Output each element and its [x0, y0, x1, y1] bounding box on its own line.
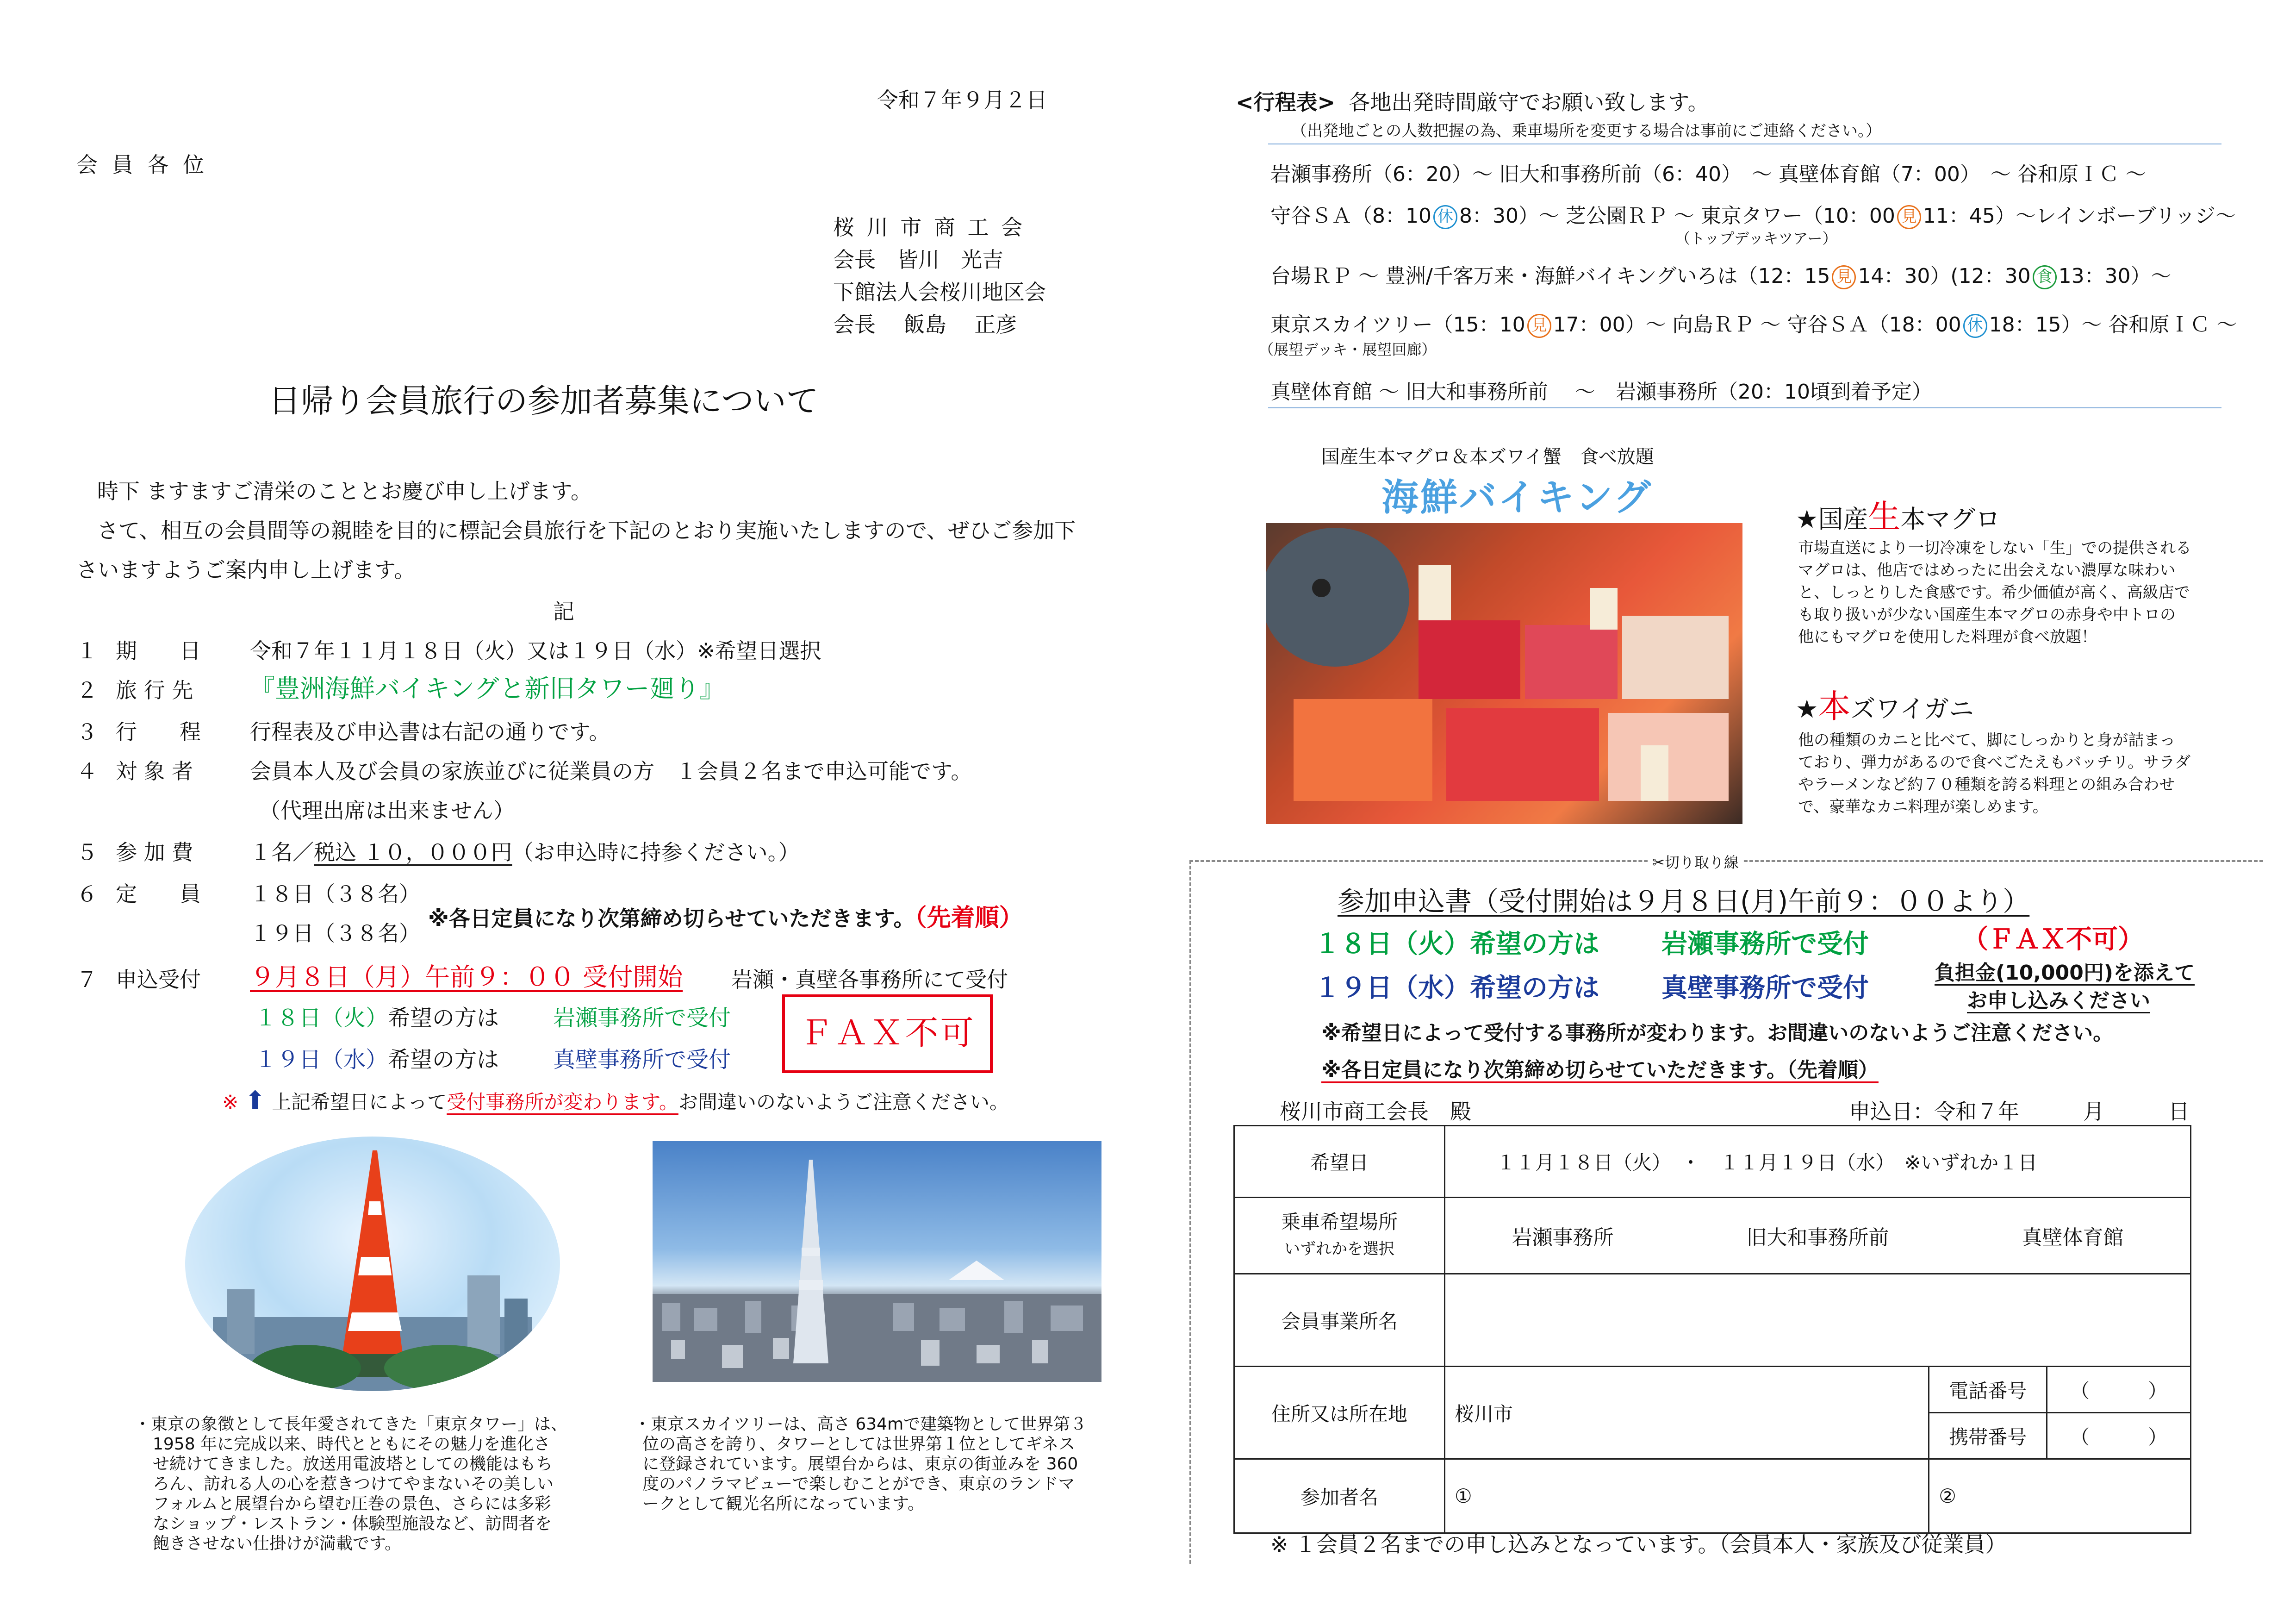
tuna-text-line: も取り扱いが少ない国産生本マグロの赤身や中トロの	[1798, 606, 2176, 624]
form-title: 参加申込書（受付開始は９月８日(月)午前９：００より）	[1338, 886, 2030, 917]
itin-seg: 台場ＲＰ ～ 豊洲/千客万来・海鮮バイキングいろは（12：15	[1270, 264, 1830, 288]
item-2-num: ２	[76, 678, 98, 703]
mobile-field[interactable]: （ ）	[2047, 1413, 2191, 1459]
sightseeing-icon: 見	[1897, 205, 1921, 229]
itin-seg: 11：45）～レインボーブリッジ～	[1923, 204, 2236, 228]
phone-label: 電話番号	[1929, 1367, 2047, 1413]
item-7-start: ９月８日（月）午前９：００ 受付開始	[250, 962, 683, 992]
tuna-heading	[1796, 491, 2000, 537]
buffet-subtitle: 国産生本マグロ＆本ズワイ蟹 食べ放題	[1321, 446, 1654, 468]
itin-seg: 14：30）(12：30	[1858, 264, 2031, 288]
tuna-head-pre: ★国産	[1796, 505, 1868, 534]
skytree-caption-line: ・東京スカイツリーは、高さ 634mで建築物として世界第３	[634, 1415, 1087, 1434]
application-form-table	[1233, 1125, 2191, 1534]
crab-text-line: やラーメンなど約７０種類を誇る料理との組み合わせ	[1798, 775, 2175, 794]
sender-1: 桜 川 市 商 工 会	[833, 215, 1026, 240]
crab-text-line: で、豪華なカニ料理が楽しめます。	[1798, 798, 2048, 816]
form-label	[1234, 1198, 1445, 1274]
tokyo-tower-photo	[185, 1137, 560, 1391]
form-label: 会員事業所名	[1234, 1274, 1445, 1367]
item-1-text: 令和７年１１月１８日（火）又は１９日（水）※希望日選択	[250, 638, 821, 663]
itin-seg: 13：30）～	[2058, 264, 2172, 288]
form-label: 参加者名	[1234, 1459, 1445, 1533]
itinerary-row-5: 真壁体育館 ～ 旧大和事務所前 ～ 岩瀬事務所（20：10頃到着予定）	[1270, 380, 1932, 404]
skytree-caption-line: 度のパノラマビューで楽しむことができ、東京のランドマ	[642, 1474, 1075, 1493]
form-note-2: ※各日定員になり次第締め切らせていただきます。（先着順）	[1321, 1058, 1879, 1082]
page-title: 日帰り会員旅行の参加者募集について	[268, 382, 819, 420]
itin-seg: 守谷ＳＡ（8：10	[1270, 204, 1431, 228]
day18-label: １８日（火）	[255, 1005, 388, 1031]
form-app-date: 申込日：令和７年 月 日	[1849, 1099, 2190, 1124]
tuna-text	[1798, 537, 2191, 648]
tower-caption-line: 1958 年に完成以来、時代とともにその魅力を進化さ	[153, 1435, 551, 1454]
form-label: 住所又は所在地	[1234, 1367, 1445, 1459]
item-4-text: 会員本人及び会員の家族並びに従業員の方 １会員２名まで申込可能です。	[250, 759, 972, 784]
phone-field[interactable]: （ ）	[2047, 1367, 2191, 1413]
tuna-text-line: と、しっとりした食感です。希少価値が高く、高級店で	[1798, 583, 2190, 602]
skytree-photo	[653, 1141, 1101, 1382]
item-7-where: 岩瀬・真壁各事務所にて受付	[731, 967, 1008, 992]
greeting: 時下 ますますご清栄のこととお慶び申し上げます。	[97, 479, 592, 504]
participant-1-field[interactable]: ①	[1445, 1459, 1929, 1533]
form-row-address-tel	[1234, 1367, 2191, 1413]
body-line-1: さて、相互の会員間等の親睦を目的に標記会員旅行を下記のとおり実施いたしますので、ぜひご参加下	[97, 518, 1076, 543]
itinerary-row-2-note: （トップデッキツアー）	[1675, 230, 1837, 247]
item-1-num: １	[76, 638, 98, 663]
sender-2: 会長 皆川 光吉	[833, 247, 1003, 272]
crab-head-pre: ★	[1796, 694, 1818, 724]
item-7-day19	[255, 1042, 499, 1074]
item-4-note: （代理出席は出来ません）	[259, 798, 515, 823]
itinerary-row-4	[1270, 308, 2237, 338]
itin-seg: 17：00）～ 向島ＲＰ ～ 守谷ＳＡ（18：00	[1553, 313, 1961, 337]
item-6-day19: １９日（３８名）	[250, 921, 420, 946]
form-day18: １８日（火）希望の方は	[1314, 929, 1599, 959]
note-mark: ※	[222, 1091, 239, 1113]
itinerary-label: <行程表>	[1236, 90, 1336, 115]
tower-caption-line: ・東京の象徴として長年愛されてきた「東京タワー」は、	[134, 1415, 568, 1434]
fax-not-accepted-box: ＦＡＸ不可	[782, 994, 993, 1073]
fee-prefix: １名／	[250, 840, 314, 865]
item-3-text: 行程表及び申込書は右記の通りです。	[250, 719, 610, 744]
tuna-text-line: 他にもマグロを使用した料理が食べ放題！	[1798, 628, 2097, 646]
item-6-label: 定 員	[116, 881, 201, 906]
participant-2-field[interactable]: ②	[1929, 1459, 2191, 1533]
crab-head-big: 本	[1818, 687, 1851, 725]
capacity-note: ※各日定員になり次第締め切らせていただきます。	[428, 906, 915, 931]
form-row-boarding	[1234, 1198, 2191, 1274]
boarding-option-kyuyamato[interactable]: 旧大和事務所前	[1746, 1226, 1889, 1249]
sender-3: 下館法人会桜川地区会	[833, 280, 1046, 305]
form-label: 希望日	[1234, 1126, 1445, 1198]
tuna-head-big: 生	[1868, 498, 1901, 536]
crab-text	[1798, 729, 2190, 818]
form-day18-office: 岩瀬事務所で受付	[1661, 929, 1869, 959]
tower-caption-line: 飽きさせない仕掛けが満載です。	[153, 1534, 402, 1553]
itinerary-sub: （出発地ごとの人数把握の為、乗車場所を変更する場合は事前にご連絡ください。）	[1291, 122, 1881, 140]
seafood-icon	[1266, 523, 1742, 824]
company-name-field[interactable]	[1445, 1274, 2191, 1367]
tuna-text-line: マグロは、他店ではめったに出会えない濃厚な味わい	[1798, 561, 2176, 580]
body-line-2: さいますようご案内申し上げます。	[76, 557, 416, 582]
issue-date: 令和７年９月２日	[877, 87, 1047, 112]
item-5-fee	[250, 836, 800, 866]
form-addressee: 桜川市商工会長 殿	[1280, 1099, 1471, 1124]
item-6-num: ６	[76, 881, 98, 906]
form-row-participants	[1234, 1459, 2191, 1533]
item-7-day19-office: 真壁事務所で受付	[553, 1047, 731, 1073]
item-3-label: 行 程	[116, 719, 201, 744]
rest-icon: 休	[1963, 314, 1987, 338]
skytree-caption-line: ークとして観光名所になっています。	[642, 1494, 925, 1513]
crab-head-post: ズワイガニ	[1850, 694, 1974, 724]
item-7-note	[222, 1086, 1009, 1115]
arrow-up-icon: ⬆	[244, 1086, 266, 1115]
boarding-sublabel: いずれかを選択	[1284, 1240, 1394, 1258]
item-1-label: 期 日	[116, 638, 201, 663]
sender-4: 会長 飯島 正彦	[833, 312, 1017, 337]
itin-seg: 18：15）～ 谷和原ＩＣ ～	[1989, 313, 2237, 337]
itinerary-row-4-note: （展望デッキ・展望回廊）	[1259, 341, 1437, 358]
cut-line-label: ✂切り取り線	[1648, 851, 1743, 872]
item-7-num: ７	[76, 967, 98, 992]
item-5-label: 参 加 費	[116, 840, 193, 865]
boarding-options	[1445, 1198, 2191, 1274]
crab-heading	[1796, 681, 1974, 727]
form-row-company	[1234, 1274, 2191, 1367]
form-note-1: ※希望日によって受付する事務所が変わります。お間違いのないようご注意ください。	[1321, 1021, 2114, 1045]
buffet-title: 海鮮バイキング	[1381, 476, 1653, 519]
seafood-buffet-photo	[1266, 523, 1742, 824]
item-7-day18	[255, 1000, 499, 1032]
crab-text-line: 他の種類のカニと比べて、脚にしっかりと身が詰まっ	[1798, 731, 2176, 750]
item-2-text: 『豊洲海鮮バイキングと新旧タワー廻り』	[250, 674, 725, 703]
rest-icon: 休	[1433, 205, 1457, 229]
form-day19-office: 真壁事務所で受付	[1661, 973, 1869, 1003]
form-fee-2: お申し込みください	[1967, 989, 2150, 1012]
item-4-num: ４	[76, 759, 98, 784]
note-pre: 上記希望日によって	[272, 1091, 447, 1113]
boarding-label: 乗車希望場所	[1281, 1211, 1398, 1233]
item-4-label: 対 象 者	[116, 759, 193, 784]
tower-caption-line: ろん、訪れる人の心を惹きつけてやまないその美しい	[153, 1474, 554, 1493]
itinerary-bottom-rule	[1268, 407, 2221, 408]
form-fax: （ＦＡＸ不可）	[1962, 924, 2144, 955]
item-7-label: 申込受付	[116, 967, 201, 992]
itinerary-title	[1236, 86, 1709, 116]
note-red: 受付事務所が変わります。	[447, 1091, 678, 1113]
day19-mid: 希望の方は	[388, 1047, 499, 1073]
day19-label: １９日（水）	[255, 1047, 388, 1073]
address-field[interactable]: 桜川市	[1445, 1367, 1929, 1459]
day18-mid: 希望の方は	[388, 1005, 499, 1031]
item-7-day18-office: 岩瀬事務所で受付	[553, 1005, 731, 1031]
item-6-day18: １８日（３８名）	[250, 881, 420, 906]
tower-caption-line: せ続けてきました。放送用電波塔としての機能はもち	[153, 1455, 553, 1474]
tower-caption	[134, 1414, 567, 1554]
boarding-option-makabe[interactable]: 真壁体育館	[2022, 1226, 2124, 1249]
skytree-caption	[634, 1414, 1087, 1514]
note-post: お間違いのないようご注意ください。	[678, 1091, 1009, 1113]
form-fee-1: 負担金(10,000円)を添えて	[1935, 961, 2195, 985]
itin-seg: 8：30）～ 芝公園ＲＰ ～ 東京タワー（10：00	[1459, 204, 1895, 228]
first-come-label: （先着順）	[915, 904, 1023, 932]
meal-icon: 食	[2033, 265, 2057, 289]
crab-text-line: ており、弾力があるので食べごたえもバッチリ。サラダ	[1798, 753, 2190, 772]
itin-seg: 東京スカイツリー（15：10	[1270, 313, 1525, 337]
fee-note: （お申込時に持参ください。）	[512, 840, 800, 865]
tuna-head-post: 本マグロ	[1900, 505, 2001, 534]
sightseeing-icon: 見	[1832, 265, 1856, 289]
itinerary-row-1: 岩瀬事務所（6：20）～ 旧大和事務所前（6：40） ～ 真壁体育館（7：00） ～ 谷和原ＩＣ ～	[1270, 162, 2146, 186]
ki-heading: 記	[553, 599, 574, 624]
tuna-text-line: 市場直送により一切冷凍をしない「生」での提供される	[1798, 539, 2191, 557]
desired-date-field[interactable]: １１月１８日（火） ・ １１月１９日（水） ※いずれか１日	[1445, 1126, 2191, 1198]
skytree-caption-line: 位の高さを誇り、タワーとしては世界第１位としてギネス	[642, 1435, 1076, 1454]
cut-line-vertical	[1189, 860, 1191, 1564]
recipient: 会 員 各 位	[76, 152, 208, 177]
item-2-label: 旅 行 先	[116, 678, 193, 703]
boarding-option-iwase[interactable]: 岩瀬事務所	[1512, 1226, 1614, 1249]
skytree-caption-line: に登録されています。展望台からは、東京の街並みを 360	[642, 1455, 1078, 1474]
form-footer: ※ １会員２名までの申し込みとなっています。（会員本人・家族及び従業員）	[1270, 1532, 2007, 1557]
mobile-label: 携帯番号	[1929, 1413, 2047, 1459]
tower-caption-line: なショップ・レストラン・体験型施設など、訪問者を	[153, 1514, 552, 1533]
item-6-note	[428, 898, 1023, 933]
itinerary-row-3	[1270, 259, 2172, 289]
sightseeing-icon: 見	[1527, 314, 1551, 338]
itinerary-note: 各地出発時間厳守でお願い致します。	[1349, 90, 1709, 115]
item-5-num: ５	[76, 840, 98, 865]
form-day19: １９日（水）希望の方は	[1314, 973, 1599, 1003]
form-row-date	[1234, 1126, 2191, 1198]
tower-caption-line: フォルムと展望台から望む圧巻の景色、さらには多彩	[153, 1494, 551, 1513]
skytree-icon	[653, 1141, 1101, 1382]
itinerary-row-2	[1270, 199, 2236, 229]
item-3-num: ３	[76, 719, 98, 744]
fee-price: 税込 １０，０００円	[314, 840, 512, 865]
tokyo-tower-icon	[185, 1137, 560, 1391]
